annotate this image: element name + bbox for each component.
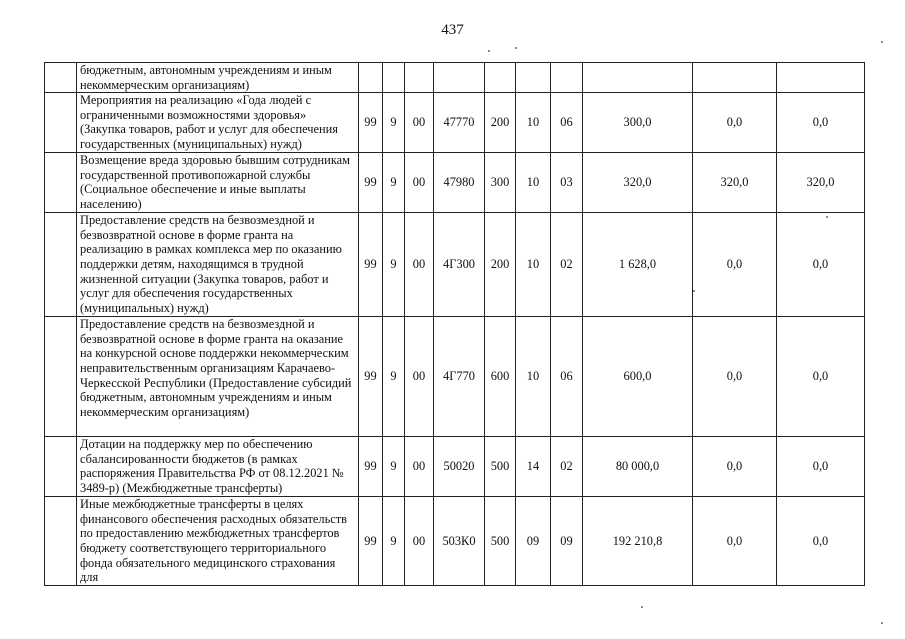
amount-cell-v2: 0,0 [693,93,777,153]
amount-cell-v3: 0,0 [777,497,865,586]
amount-cell-v3: 0,0 [777,213,865,317]
code-cell-c6: 10 [516,93,551,153]
code-cell-c7: 09 [551,497,583,586]
page-number: 437 [441,22,464,38]
code-cell-c4: 4Г300 [434,213,485,317]
code-cell-c1 [359,63,383,93]
row-number-cell [45,63,77,93]
amount-cell-v1 [583,63,693,93]
code-cell-c7: 03 [551,153,583,213]
amount-cell-v1: 80 000,0 [583,437,693,497]
code-cell-c4: 50020 [434,437,485,497]
code-cell-c2: 9 [383,317,405,437]
row-number-cell [45,153,77,213]
code-cell-c3: 00 [405,497,434,586]
expense-name-cell: Предоставление средств на безвозмездной и безвозвратной основе в форме гранта на реализацию в рамках комплекса мер по оказанию поддержки детям, находящимся в трудной жизненной ситуации (Закупка товаров, работ и услуг для обеспечения государственных (муниципальных) нужд) [77,213,359,317]
table-row [45,213,865,317]
row-number-cell [45,93,77,153]
expense-name-cell: бюджетным, автономным учреждениям и иным некоммерческим организациям) [77,63,359,93]
expense-name-cell: Возмещение вреда здоровью бывшим сотрудникам государственной противопожарной службы (Социальное обеспечение и иные выплаты населению) [77,153,359,213]
code-cell-c6: 09 [516,497,551,586]
code-cell-c2: 9 [383,153,405,213]
scan-speck [881,622,883,624]
scan-speck [515,47,517,49]
row-number-cell [45,213,77,317]
code-cell-c5: 200 [485,93,516,153]
code-cell-c3: 00 [405,153,434,213]
code-cell-c5: 500 [485,437,516,497]
code-cell-c4 [434,63,485,93]
code-cell-c4: 503К0 [434,497,485,586]
amount-cell-v3 [777,63,865,93]
amount-cell-v1: 192 210,8 [583,497,693,586]
code-cell-c3: 00 [405,317,434,437]
code-cell-c6: 10 [516,317,551,437]
amount-cell-v1: 1 628,0 [583,213,693,317]
code-cell-c5: 600 [485,317,516,437]
amount-cell-v1: 300,0 [583,93,693,153]
code-cell-c7 [551,63,583,93]
amount-cell-v2: 0,0 [693,213,777,317]
code-cell-c5: 500 [485,497,516,586]
expense-name-cell: Мероприятия на реализацию «Года людей с ограниченными возможностями здоровья» (Закупка товаров, работ и услуг для обеспечения государственных (муниципальных) нужд) [77,93,359,153]
code-cell-c6: 14 [516,437,551,497]
scan-speck [641,606,643,608]
expense-name-cell: Иные межбюджетные трансферты в целях финансового обеспечения расходных обязательств по предоставлению межбюджетных трансфертов бюджету соответствующего территориального фонда обязательного медицинского страхования для [77,497,359,586]
amount-cell-v3: 320,0 [777,153,865,213]
code-cell-c2: 9 [383,93,405,153]
code-cell-c3: 00 [405,93,434,153]
amount-cell-v1: 320,0 [583,153,693,213]
code-cell-c7: 06 [551,317,583,437]
code-cell-c1: 99 [359,153,383,213]
table-row [45,497,865,586]
code-cell-c5: 200 [485,213,516,317]
code-cell-c6 [516,63,551,93]
code-cell-c1: 99 [359,93,383,153]
scan-speck [881,41,883,43]
amount-cell-v2 [693,63,777,93]
expense-name-cell: Дотации на поддержку мер по обеспечению сбалансированности бюджетов (в рамках распоряжения Правительства РФ от 08.12.2021 № 3489-р) (Межбюджетные трансферты) [77,437,359,497]
row-number-cell [45,497,77,586]
scan-speck [693,290,695,292]
code-cell-c7: 06 [551,93,583,153]
scan-speck [826,216,828,218]
amount-cell-v2: 0,0 [693,497,777,586]
expense-name-cell: Предоставление средств на безвозмездной и безвозвратной основе в форме гранта на оказание на конкурсной основе поддержки некоммерческим неправительственным организациям Карачаево-Черкесской Республики (Предоставление субсидий бюджетным, автономным учреждениям и иным некоммерческим организациям) [77,317,359,437]
code-cell-c1: 99 [359,213,383,317]
amount-cell-v3: 0,0 [777,317,865,437]
code-cell-c2 [383,63,405,93]
amount-cell-v1: 600,0 [583,317,693,437]
code-cell-c3: 00 [405,437,434,497]
row-number-cell [45,437,77,497]
row-number-cell [45,317,77,437]
code-cell-c2: 9 [383,497,405,586]
code-cell-c5 [485,63,516,93]
code-cell-c2: 9 [383,437,405,497]
code-cell-c1: 99 [359,437,383,497]
code-cell-c4: 47770 [434,93,485,153]
scan-speck [488,50,490,52]
code-cell-c7: 02 [551,213,583,317]
amount-cell-v2: 0,0 [693,437,777,497]
table-row [45,437,865,497]
amount-cell-v2: 320,0 [693,153,777,213]
amount-cell-v3: 0,0 [777,93,865,153]
budget-table [44,62,865,586]
code-cell-c6: 10 [516,153,551,213]
code-cell-c4: 47980 [434,153,485,213]
code-cell-c6: 10 [516,213,551,317]
table-row [45,63,865,93]
code-cell-c5: 300 [485,153,516,213]
code-cell-c7: 02 [551,437,583,497]
code-cell-c2: 9 [383,213,405,317]
table-row [45,93,865,153]
table-row [45,317,865,437]
amount-cell-v3: 0,0 [777,437,865,497]
code-cell-c3 [405,63,434,93]
table-row [45,153,865,213]
code-cell-c4: 4Г770 [434,317,485,437]
code-cell-c1: 99 [359,497,383,586]
code-cell-c1: 99 [359,317,383,437]
code-cell-c3: 00 [405,213,434,317]
amount-cell-v2: 0,0 [693,317,777,437]
